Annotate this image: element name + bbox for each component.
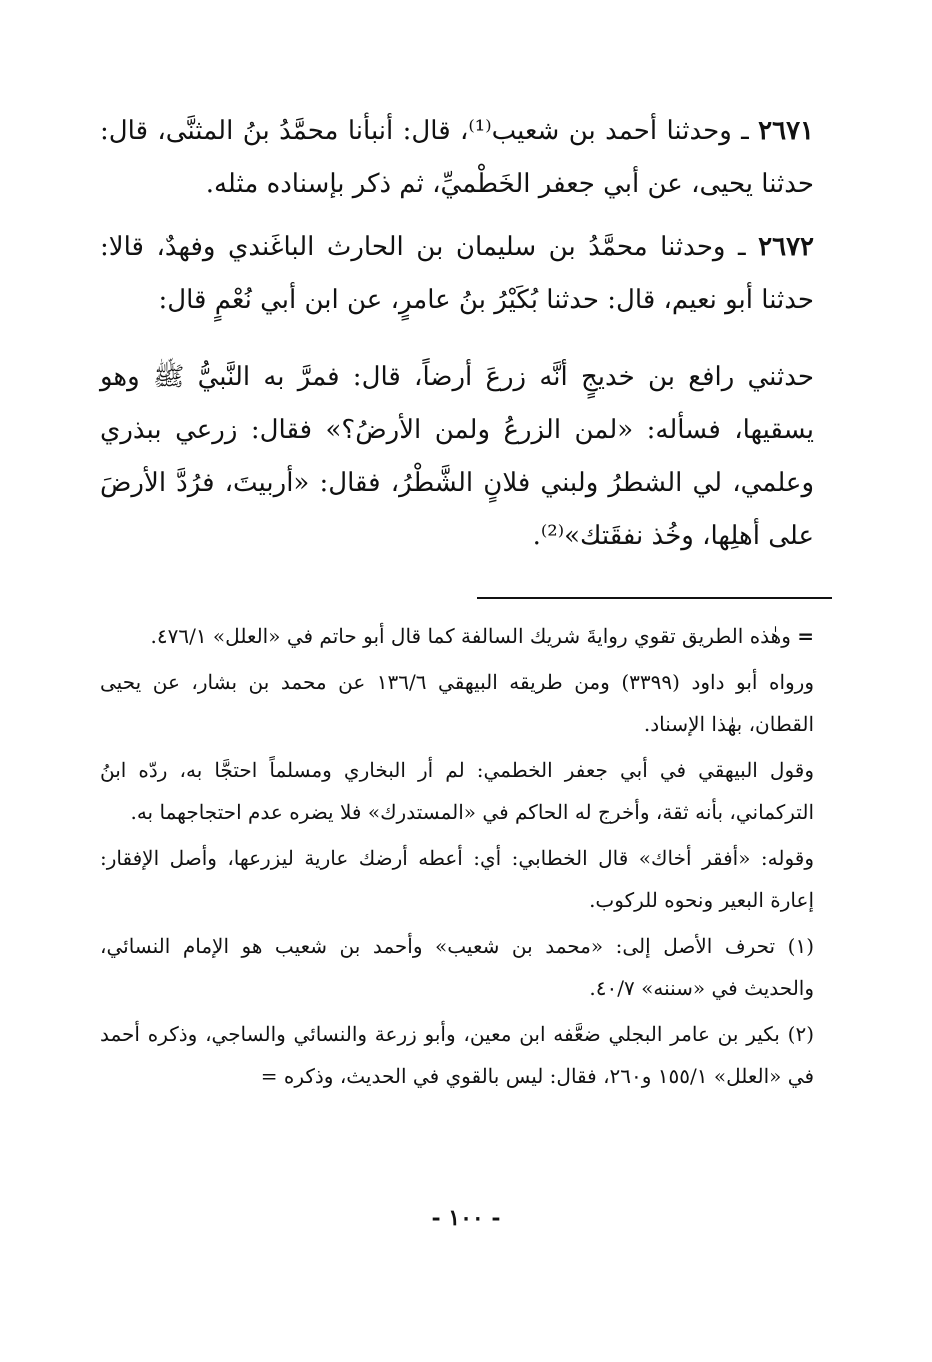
footnote-paragraph: وقوله: «أفقر أخاك» قال الخطابي: أي: أعطه أرضك عارية ليزرعها، وأصل الإفقار: إعارة البعير ونحوه للركوب. <box>100 846 814 912</box>
hadith-text: ـ وحدثنا أحمد بن شعيب⁽¹⁾، قال: أنبأنا محمَّدُ بنُ المثنَّى، قال: حدثنا يحيى، عن أبي جعفر الخَطْميِّ، ثم ذكر بإسناده مثله. <box>100 116 814 199</box>
footnote-2: (٢) بكير بن عامر البجلي ضعَّفه ابن معين، وأبو زرعة والنسائي والساجي، وذكره أحمد في «العلل» ١٥٥/١ و٢٦٠، فقال: ليس بالقوي في الحديث، وذكره = <box>100 1022 814 1088</box>
footnotes <box>100 615 814 1101</box>
hadith-number: ٢٦٧٢ <box>758 232 815 262</box>
hadith-text: ـ وحدثنا محمَّدُ بن سليمان بن الحارث الباغَندي وفهدٌ، قالا: حدثنا أبو نعيم، قال: حدثنا بُكَيْرُ بنُ عامرٍ، عن ابن أبي نُعْمٍ قال: <box>100 232 814 315</box>
page-number: - ١٠٠ - <box>431 1205 501 1231</box>
hadith-2672-body: حدثني رافع بن خديجٍ أنَّه زرعَ أرضاً، قال: فمرَّ به النَّبيُّ ﷺ وهو يسقيها، فسأله: «لمن الزرعُ ولمن الأرضُ؟» فقال: زرعي ببذري وعلمي، لي الشطرُ ولبني فلانٍ الشَّطْرُ، فقال: «أربيتَ، فرُدَّ الأرضَ على أهلِها، وخُذ نفقَتك»⁽²⁾. <box>100 362 814 551</box>
footnote-1: (١) تحرف الأصل إلى: «محمد بن شعيب» وأحمد بن شعيب هو الإمام النسائي، والحديث في «سننه» ٤٠/٧. <box>100 934 814 1000</box>
continuation-mark: = <box>797 624 814 648</box>
hadith-2671 <box>100 105 814 211</box>
main-text <box>100 105 814 573</box>
footnote-divider <box>477 597 832 599</box>
footnote-text: وهٰذه الطريق تقوي روايةَ شريك السالفة كما قال أبو حاتم في «العلل» ٤٧٦/١. <box>150 624 791 648</box>
hadith-2672 <box>100 221 814 327</box>
footnote-paragraph: ورواه أبو داود (٣٣٩٩) ومن طريقه البيهقي ١٣٦/٦ عن محمد بن بشار، عن يحيى القطان، بهٰذا الإسناد. <box>100 670 815 736</box>
footnote-continuation <box>100 615 814 657</box>
footnote-paragraph: وقول البيهقي في أبي جعفر الخطمي: لم أر البخاري ومسلماً احتجَّا به، ردّه ابنُ التركماني، بأنه ثقة، وأخرج له الحاكم في «المستدرك» فلا يضره عدم احتجاجهما به. <box>100 758 814 824</box>
hadith-number: ٢٦٧١ <box>758 116 814 146</box>
